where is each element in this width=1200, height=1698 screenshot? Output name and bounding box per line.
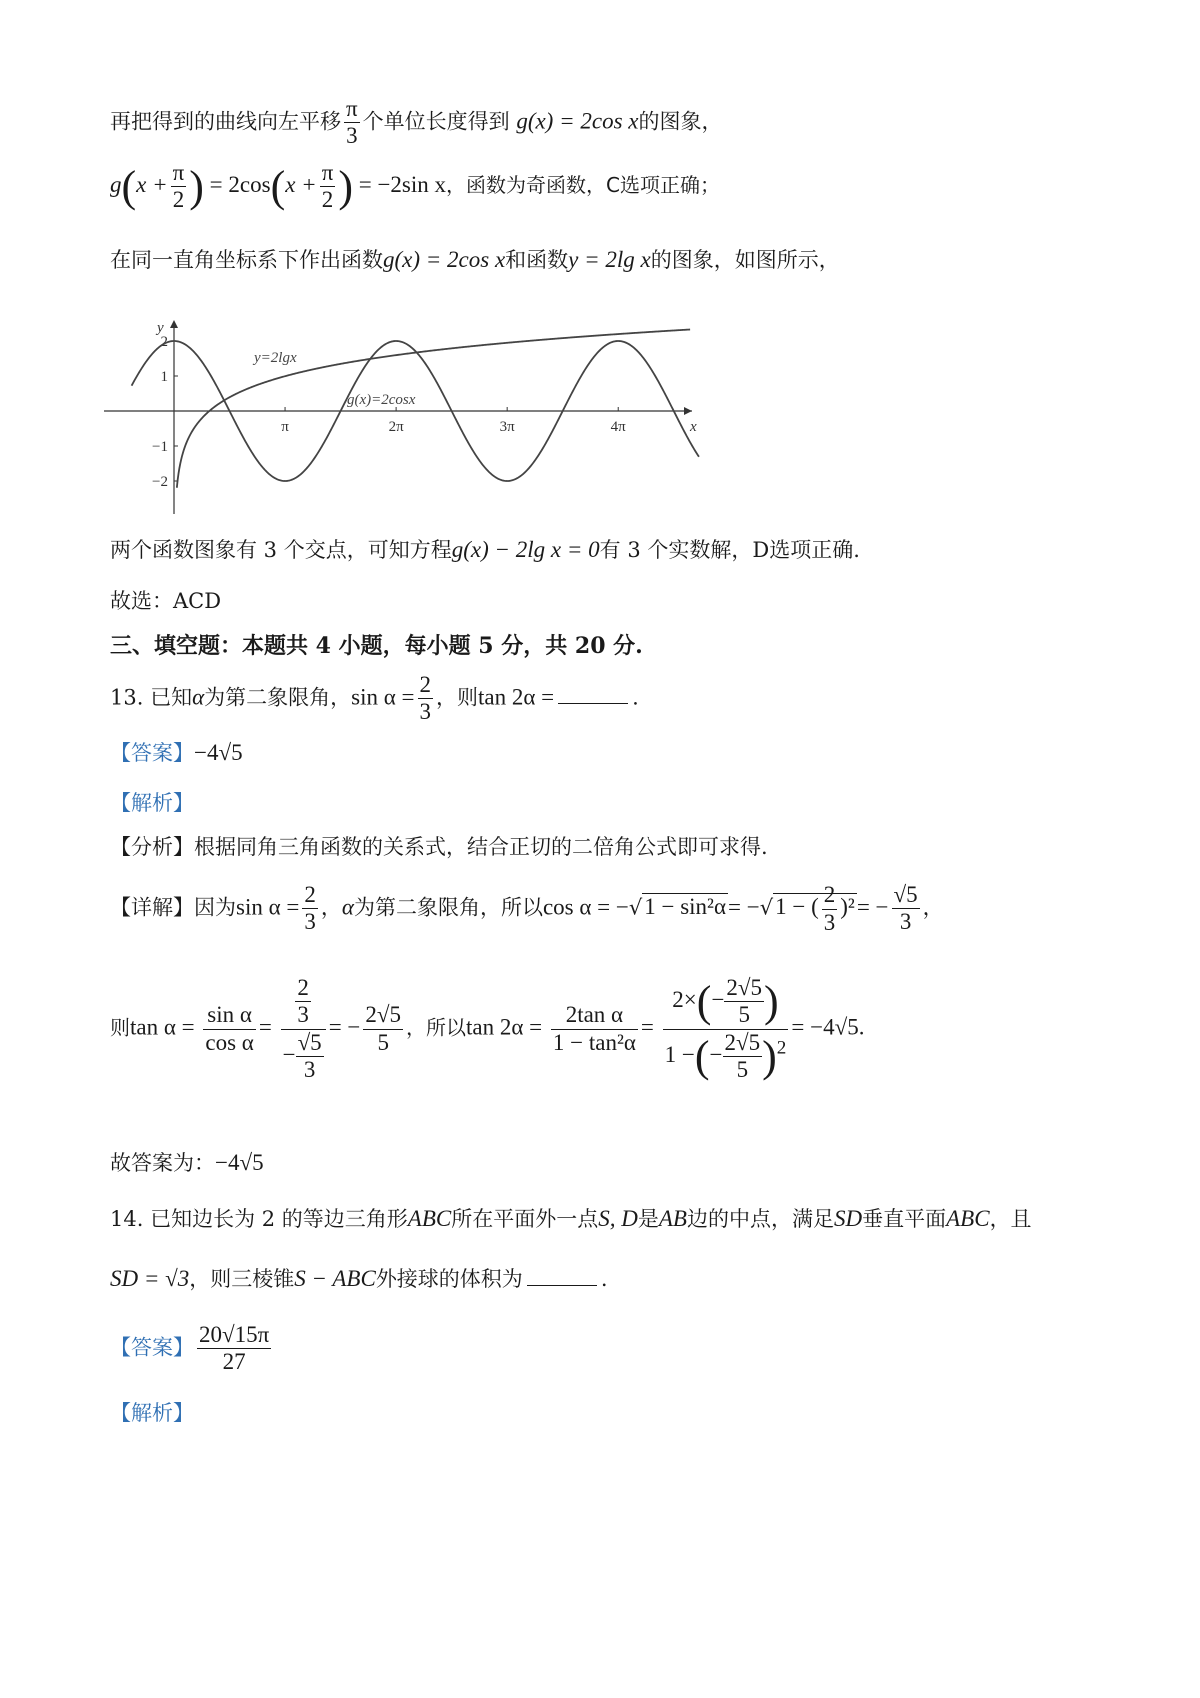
s-d: S, D bbox=[598, 1206, 638, 1231]
graph-intro-line bbox=[110, 245, 840, 275]
ticks bbox=[152, 334, 626, 490]
x-tick-label: 4π bbox=[610, 419, 626, 435]
fraction-2sqrt5-5 bbox=[363, 1002, 403, 1056]
fraction-pi-2 bbox=[171, 160, 187, 214]
eq-2cos: = 2cos bbox=[209, 172, 271, 198]
text: ，且 bbox=[989, 1207, 1032, 1231]
n: 2√5 bbox=[723, 1030, 763, 1057]
y-tick-label: −1 bbox=[152, 439, 168, 455]
text: 14. 已知边长为 2 的等边三角形 bbox=[110, 1207, 408, 1231]
series-label-lg: y=2lgx bbox=[254, 350, 297, 366]
denominator: 3 bbox=[346, 123, 358, 149]
question-14-line1 bbox=[110, 1204, 1032, 1234]
fenxi-line bbox=[110, 834, 768, 861]
d: 3 bbox=[297, 1002, 309, 1028]
answer-blank bbox=[527, 1285, 597, 1286]
eq-minus: = − bbox=[728, 894, 760, 920]
text: 则 bbox=[110, 1015, 130, 1040]
equation: g(x) − 2lg x = 0 bbox=[451, 537, 600, 562]
formula-g: g(x) = 2cos x bbox=[383, 247, 506, 272]
denominator: 2 bbox=[172, 187, 185, 213]
text: 所在平面外一点 bbox=[451, 1207, 599, 1231]
text: ，函数为奇函数，C选项正确； bbox=[446, 173, 720, 198]
tan-2alpha: tan 2α = bbox=[466, 1014, 543, 1040]
numerator: √5 bbox=[892, 882, 920, 909]
numerator: π bbox=[171, 160, 187, 187]
text: 根据同角三角函数的关系式，结合正切的二倍角公式即可求得. bbox=[194, 835, 768, 859]
y-axis-label: y bbox=[157, 320, 164, 336]
sin-alpha: sin α = bbox=[236, 894, 300, 920]
question-14-line2: SD = √3，则三棱锥S − ABC外接球的体积为 . bbox=[110, 1266, 608, 1291]
y-axis-arrow bbox=[170, 320, 178, 328]
y-tick-label: 1 bbox=[160, 369, 168, 385]
radicand: 1 − sin²α bbox=[644, 894, 727, 920]
fraction-sin-cos bbox=[203, 1002, 255, 1056]
d: 5 bbox=[738, 1002, 750, 1028]
labels bbox=[155, 320, 697, 435]
fraction-2-3 bbox=[822, 882, 838, 936]
fraction-volume bbox=[197, 1322, 271, 1376]
text: 13. 已知 bbox=[110, 685, 193, 710]
text: 垂直平面 bbox=[862, 1207, 947, 1231]
denominator: 27 bbox=[222, 1349, 246, 1375]
one-minus: 1 − ( bbox=[775, 894, 819, 920]
numerator: 2 bbox=[822, 882, 838, 909]
text: 故答案为： bbox=[110, 1151, 215, 1175]
xiangjie-line: 【详解】因为sin α = $\frac{2}{3}$ ，α为第二象限角，所以cos α = −√1 − sin²α= −√1 − ( $\frac{2}{3}$ )²= − $\frac{√5}{3}$ ， bbox=[110, 882, 944, 935]
series-label-cos: g(x)=2cosx bbox=[347, 392, 416, 408]
fraction-sqrt5-3 bbox=[892, 882, 920, 936]
formula-y: y = 2lg x bbox=[568, 247, 651, 272]
function-graph bbox=[104, 318, 704, 518]
d: 3 bbox=[303, 1057, 316, 1083]
x-plus: x + bbox=[285, 172, 317, 198]
choice-line: 故选：ACD bbox=[110, 589, 222, 613]
sqrt5: √5 bbox=[218, 740, 243, 765]
fraction-big: 2×(− $\frac{2√5}{5}$ ) 1 −(− $\frac{2√5}{5}$ )$^2$ bbox=[664, 975, 787, 1083]
text: ，则 bbox=[436, 685, 479, 710]
final-answer-13 bbox=[110, 1148, 264, 1178]
cos-alpha: cos α = − bbox=[542, 894, 629, 920]
sin-alpha: sin α = bbox=[351, 684, 415, 710]
tan-derivation: 则tan α = $\frac{\text{sin α}}{\text{cos α}}$ = $\frac{2}{3}$ − $\frac{√5}{3}$ = − $\frac{2√5}{5}$ ，所以tan 2α = $\frac{\text{2tan α}}{\text{1 − tan²α}}$ = 2×(− $\frac{2√5}{5}$ ) 1 −(− $\frac{2√5}{5}$ )$^2$ = −4√5. bbox=[110, 975, 865, 1083]
sd: SD bbox=[833, 1206, 863, 1231]
coef: −4 bbox=[215, 1150, 240, 1175]
eq-neg4: = −4 bbox=[791, 1014, 835, 1040]
sqrt5: √5 bbox=[239, 1150, 264, 1175]
x-axis-label: x bbox=[690, 419, 697, 435]
sd-eq: SD = √3 bbox=[110, 1266, 190, 1291]
text: 的图象，如图所示， bbox=[650, 248, 840, 272]
answer-13 bbox=[110, 738, 243, 768]
alpha: α bbox=[192, 684, 205, 710]
n: √5 bbox=[296, 1030, 324, 1057]
x-axis-arrow bbox=[684, 407, 692, 415]
fenxi-tag: 【分析】 bbox=[110, 835, 194, 859]
text: 为第二象限角， bbox=[204, 685, 352, 710]
fraction-2-3 bbox=[302, 882, 318, 936]
formula-g: g(x) = 2cos x bbox=[516, 108, 639, 134]
numerator: 2tan α bbox=[551, 1002, 638, 1029]
abc: ABC bbox=[407, 1206, 452, 1231]
text: 有 3 个实数解，D选项正确. bbox=[599, 538, 860, 562]
x-tick-label: 2π bbox=[388, 419, 404, 435]
fraction-2-3 bbox=[418, 672, 434, 726]
sqrt5: √5 bbox=[834, 1014, 859, 1040]
xiangjie-tag: 【详解】 bbox=[110, 895, 194, 920]
text: 两个函数图象有 3 个交点，可知方程 bbox=[110, 538, 452, 562]
denominator: 3 bbox=[304, 909, 316, 935]
pyramid: S − ABC bbox=[294, 1266, 376, 1291]
shift-line bbox=[110, 96, 722, 150]
fraction-2tan bbox=[551, 1002, 638, 1056]
text: ，则三棱锥 bbox=[189, 1267, 295, 1291]
odd-function-line: g(x + $\frac{\pi}{2}$ ) = 2cos(x + $\frac{\pi}{2}$ ) = −2sin x，函数为奇函数，C选项正确； bbox=[110, 160, 720, 213]
text: 为第二象限角，所以 bbox=[353, 895, 543, 920]
x-plus: x + bbox=[136, 172, 168, 198]
one-minus: 1 − bbox=[664, 1042, 695, 1068]
n: 2 bbox=[295, 975, 311, 1002]
ab: AB bbox=[658, 1206, 687, 1231]
text: 的图象， bbox=[638, 109, 723, 134]
square: 2 bbox=[776, 1037, 787, 1059]
x-tick-label: π bbox=[281, 419, 289, 435]
text: 因为 bbox=[194, 895, 236, 920]
numerator: π bbox=[344, 96, 360, 123]
text: 和函数 bbox=[505, 248, 569, 272]
denominator: 2 bbox=[321, 187, 334, 213]
text: 边的中点，满足 bbox=[686, 1207, 834, 1231]
fraction-pi-3 bbox=[344, 96, 360, 150]
radicand-frac bbox=[773, 882, 857, 935]
numerator: 2√5 bbox=[363, 1002, 403, 1029]
jiexi-tag: 【解析】 bbox=[110, 791, 194, 815]
tan-alpha: tan α = bbox=[130, 1014, 195, 1040]
paren-square: )² bbox=[840, 894, 855, 920]
text: ，所以 bbox=[406, 1015, 467, 1040]
y-tick-label: 2 bbox=[160, 334, 168, 350]
numerator: 2 bbox=[418, 672, 434, 699]
eq-minus-2sin: = −2sin x bbox=[358, 172, 447, 198]
fraction-compound bbox=[281, 975, 326, 1084]
denominator: 1 − tan²α bbox=[552, 1029, 636, 1055]
two-times: 2× bbox=[672, 987, 697, 1013]
y-tick-label: −2 bbox=[152, 474, 168, 490]
text: 在同一直角坐标系下作出函数 bbox=[110, 248, 383, 272]
x-tick-label: 3π bbox=[499, 419, 515, 435]
text: 再把得到的曲线向左平移 bbox=[110, 109, 341, 134]
curves bbox=[132, 330, 699, 488]
coef: −4 bbox=[194, 740, 219, 765]
answer-14 bbox=[110, 1322, 274, 1376]
jiexi-tag: 【解析】 bbox=[110, 1401, 194, 1425]
denominator: 3 bbox=[823, 909, 836, 935]
text: 外接球的体积为 bbox=[375, 1267, 523, 1291]
text: 个单位长度得到 bbox=[362, 109, 510, 134]
numerator: sin α bbox=[203, 1002, 255, 1029]
section-heading: 三、填空题：本题共 4 小题，每小题 5 分，共 20 分. bbox=[110, 633, 643, 659]
denominator: 3 bbox=[899, 909, 912, 935]
intersection-line bbox=[110, 535, 860, 565]
denominator: cos α bbox=[205, 1029, 254, 1055]
numerator: 2 bbox=[302, 882, 318, 909]
n: 2√5 bbox=[724, 975, 764, 1002]
neg: − bbox=[282, 1042, 296, 1068]
alpha: α bbox=[341, 894, 354, 920]
answer-tag: 【答案】 bbox=[110, 1335, 194, 1360]
tan-2alpha: tan 2α = bbox=[478, 684, 555, 710]
numerator: π bbox=[320, 160, 336, 187]
eq-minus: = − bbox=[328, 1014, 361, 1040]
abc: ABC bbox=[946, 1206, 990, 1231]
g-symbol: g bbox=[110, 172, 122, 198]
denominator: 3 bbox=[419, 699, 432, 725]
text: 是 bbox=[637, 1207, 659, 1231]
neg: − bbox=[711, 987, 725, 1013]
d: 5 bbox=[736, 1057, 749, 1083]
denominator: 5 bbox=[377, 1029, 389, 1055]
neg: − bbox=[709, 1042, 723, 1068]
eq-minus: = − bbox=[856, 894, 889, 920]
numerator: 20√15π bbox=[197, 1322, 271, 1349]
answer-blank bbox=[558, 703, 628, 704]
fraction-pi-2 bbox=[320, 160, 336, 214]
question-13: 13. 已知α为第二象限角，sin α = $\frac{2}{3}$ ，则tan 2α = . bbox=[110, 672, 639, 725]
answer-tag: 【答案】 bbox=[110, 741, 194, 765]
